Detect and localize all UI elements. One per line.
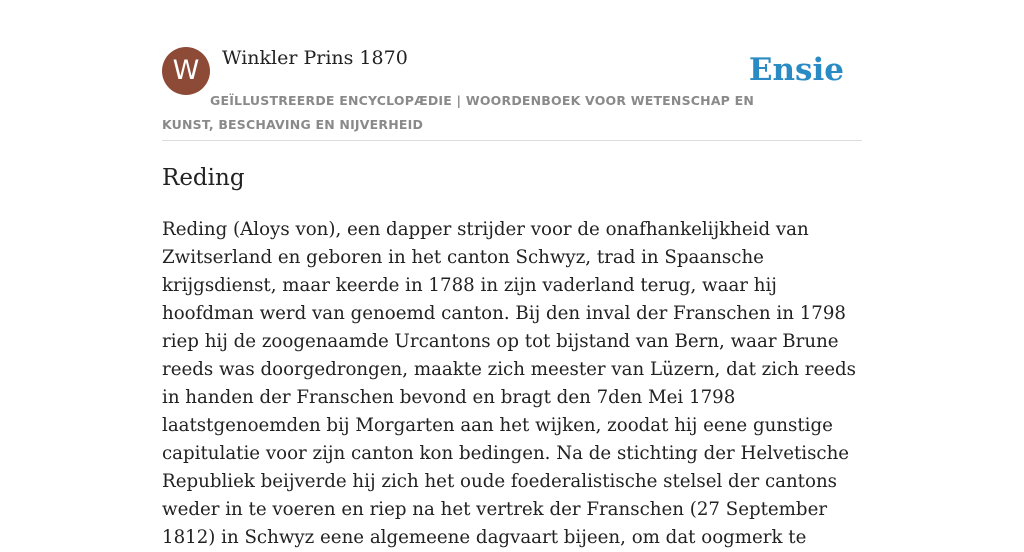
source-title-link[interactable]: Winkler Prins 1870 xyxy=(222,47,408,69)
entry-title: Reding xyxy=(162,165,245,191)
avatar[interactable]: W xyxy=(162,47,210,95)
source-subtitle: GEÏLLUSTREERDE ENCYCLOPÆDIE | WOORDENBOEK VOOR WETENSCHAP EN KUNST, BESCHAVING EN NIJVERHEID xyxy=(162,93,755,132)
ensie-logo[interactable]: Ensie xyxy=(748,52,844,88)
source-header xyxy=(162,46,862,141)
entry-body: Reding (Aloys von), een dapper strijder voor de onafhankelijkheid van Zwitserland en geboren in het canton Schwyz, trad in Spaansche krijgsdienst, maar keerde in 1788 in zijn vaderland terug, waar hij hoofdman werd van genoemd canton. Bij den inval der Franschen in 1798 riep hij de zoogenaamde Urcantons op tot bijstand van Bern, waar Brune reeds was doorgedrongen, maakte zich meester van Lüzern, dat zich reeds in handen der Franschen bevond en bragt den 7den Mei 1798 laatstgenoemden bij Morgarten aan het wijken, zoodat hij eene gunstige capitulatie voor zijn canton kon bedingen. Na de stichting der Helvetische Republiek beijverde hij zich het oude foederalistische stelsel der cantons weder in te voeren en riep na het vertrek der Franschen (27 September 1812) in Schwyz eene algemeene dagvaart bijeen, om dat oogmerk te xyxy=(162,219,856,548)
